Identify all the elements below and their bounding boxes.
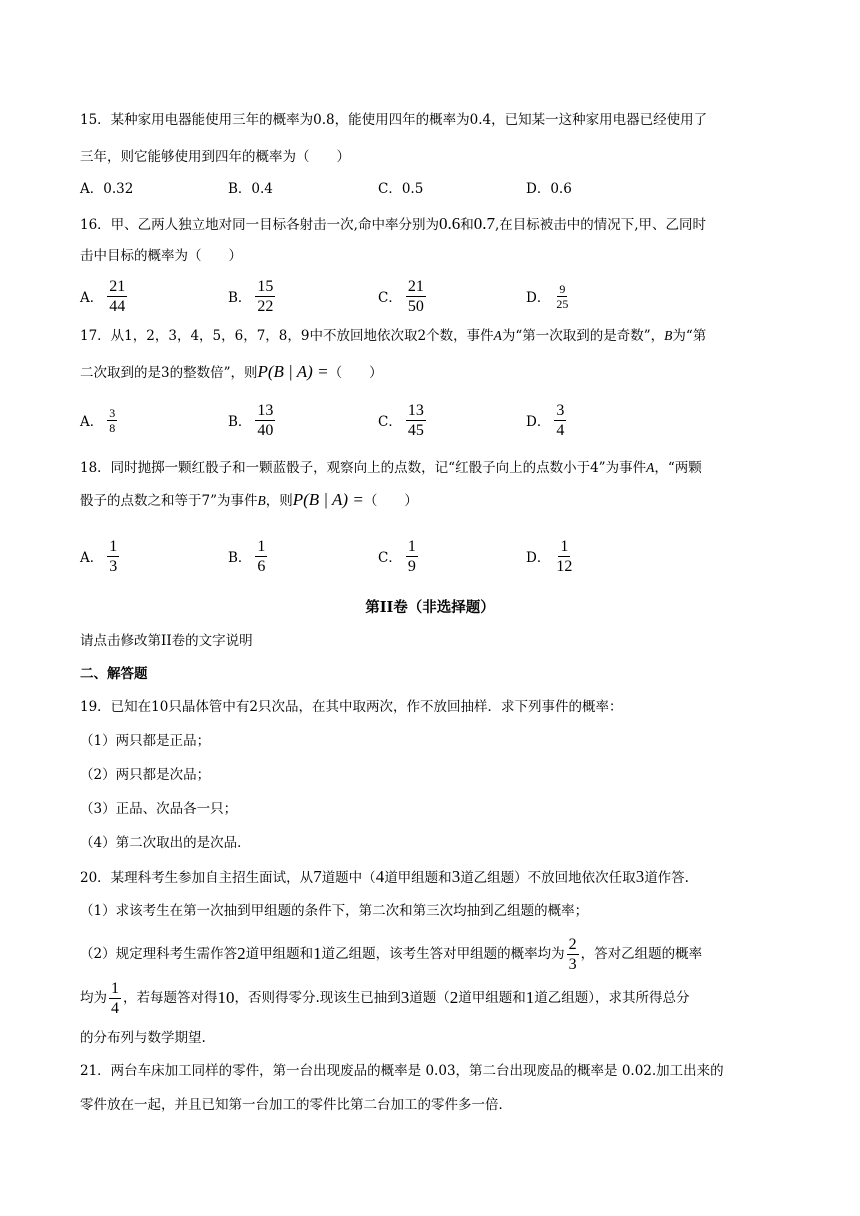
q16-options xyxy=(80,273,780,319)
section-title: 第II卷（非选择题） xyxy=(365,599,495,616)
fraction: $\frac{21}{44}$ xyxy=(109,277,126,315)
q16-value-2: 0.7 xyxy=(473,214,495,233)
q17-stem-line2: 二次取到的是3的整数倍”，则P(B | A) =（ ） xyxy=(80,362,383,381)
q20-part-2-line3: 的分布列与数学期望. xyxy=(80,1030,206,1046)
fraction: $\frac{1}{12}$ xyxy=(556,537,573,575)
q16-stem-line1: 16．甲、乙两人独立地对同一目标各射击一次,命中率分别为0.6和0.7,在目标被击中的情况下,甲、乙同时 xyxy=(80,214,707,233)
q16-option-b: B． $\frac{15}{22}$ xyxy=(228,277,274,315)
q16-value-1: 0.6 xyxy=(438,214,461,233)
q19-stem: 19．已知在10只晶体管中有2只次品，在其中取两次，作不放回抽样．求下列事件的概率： xyxy=(80,699,623,715)
fraction: $\frac{2}{3}$ xyxy=(568,935,577,973)
fraction: $\frac{1}{4}$ xyxy=(111,979,119,1017)
q18-stem-line1: 18．同时抛掷一颗红骰子和一颗蓝骰子，观察向上的点数，记“红骰子向上的点数小于4”为事件A，“两颗 xyxy=(80,460,702,476)
fraction: $\frac{13}{45}$ xyxy=(407,401,424,439)
q15-option-d: D．0.6 xyxy=(526,181,572,197)
fraction: $\frac{21}{50}$ xyxy=(407,277,424,315)
q21-stem-line1: 21．两台车床加工同样的零件，第一台出现废品的概率是 0.03，第二台出现废品的概率是 0.02.加工出来的 xyxy=(80,1063,724,1079)
q16-stem-line2: 击中目标的概率为（ ） xyxy=(80,248,242,264)
fraction: $\frac{13}{40}$ xyxy=(257,401,274,439)
fraction: $\frac{1}{9}$ xyxy=(407,537,416,575)
q17-option-a: A． $\frac{3}{8}$ xyxy=(80,405,116,435)
fraction: $\frac{9}{25}$ xyxy=(556,281,569,311)
q15-stem-line2: 三年，则它能够使用到四年的概率为（ ） xyxy=(80,149,350,165)
conditional-probability: P(B | A) = xyxy=(292,490,364,509)
q19-part-4: （4）第二次取出的是次品． xyxy=(80,835,251,851)
q15-stem-line1: 15．某种家用电器能使用三年的概率为0.8，能使用四年的概率为0.4，已知某一这种家用电器已经使用了 xyxy=(80,112,708,128)
q17-options xyxy=(80,397,780,443)
fraction: $\frac{3}{4}$ xyxy=(556,401,565,439)
conditional-probability: P(B | A) = xyxy=(257,362,329,381)
q16-option-c: C． $\frac{21}{50}$ xyxy=(378,277,424,315)
q15-option-a: A．0.32 xyxy=(80,181,134,197)
section-heading: 二、解答题 xyxy=(80,666,148,682)
q19-part-1: （1）两只都是正品； xyxy=(80,733,211,749)
q19-part-3: （3）正品、次品各一只； xyxy=(80,801,238,817)
q20-stem: 20．某理科考生参加自主招生面试，从7道题中（4道甲组题和3道乙组题）不放回地依次任取3道作答. xyxy=(80,867,689,886)
q17-option-b: B． $\frac{13}{40}$ xyxy=(228,401,274,439)
q18-option-b: B． $\frac{1}{6}$ xyxy=(228,537,266,575)
q20-part-2-line2: 均为 $\frac{1}{4}$ ，若每题答对得 10 ，否则得零分.现该生已抽到 3 道题（ 2 道甲组题和 1 道乙组题），求其所得总分 xyxy=(80,979,690,1017)
q17-stem-line1: 17．从1，2，3，4，5，6，7，8，9中不放回地依次取2个数，事件A为“第一次取到的是奇数”，B为“第 xyxy=(80,328,707,344)
fraction: $\frac{1}{3}$ xyxy=(109,537,118,575)
fraction: $\frac{15}{22}$ xyxy=(257,277,274,315)
q20-part-1: （1）求该考生在第一次抽到甲组题的条件下，第二次和第三次均抽到乙组题的概率； xyxy=(80,903,589,919)
q17-option-c: C． $\frac{13}{45}$ xyxy=(378,401,424,439)
q18-option-c: C． $\frac{1}{9}$ xyxy=(378,537,416,575)
q16-option-a: A． $\frac{21}{44}$ xyxy=(80,277,126,315)
fraction: $\frac{3}{8}$ xyxy=(109,405,116,435)
q16-option-d: D． $\frac{9}{25}$ xyxy=(526,281,569,311)
q18-stem-line2: 骰子的点数之和等于7”为事件B，则P(B | A) =（ ） xyxy=(80,490,418,509)
q18-option-d: D． $\frac{1}{12}$ xyxy=(526,537,573,575)
q19-part-2: （2）两只都是次品； xyxy=(80,767,211,783)
q21-stem-line2: 零件放在一起，并且已知第一台加工的零件比第二台加工的零件多一倍． xyxy=(80,1097,512,1113)
q20-part-2-line1: （2）规定理科考生需作答 2 道甲组题和 1 道乙组题，该考生答对甲组题的概率均为 $\frac{2}{3}$ ，答对乙组题的概率 xyxy=(80,935,703,973)
q18-option-a: A． $\frac{1}{3}$ xyxy=(80,537,118,575)
q18-options xyxy=(80,533,780,579)
q15-option-c: C．0.5 xyxy=(378,181,424,197)
fraction: $\frac{1}{6}$ xyxy=(257,537,266,575)
section-note: 请点击修改第II卷的文字说明 xyxy=(80,633,253,649)
q17-option-d: D． $\frac{3}{4}$ xyxy=(526,401,565,439)
q15-option-b: B．0.4 xyxy=(228,181,273,197)
